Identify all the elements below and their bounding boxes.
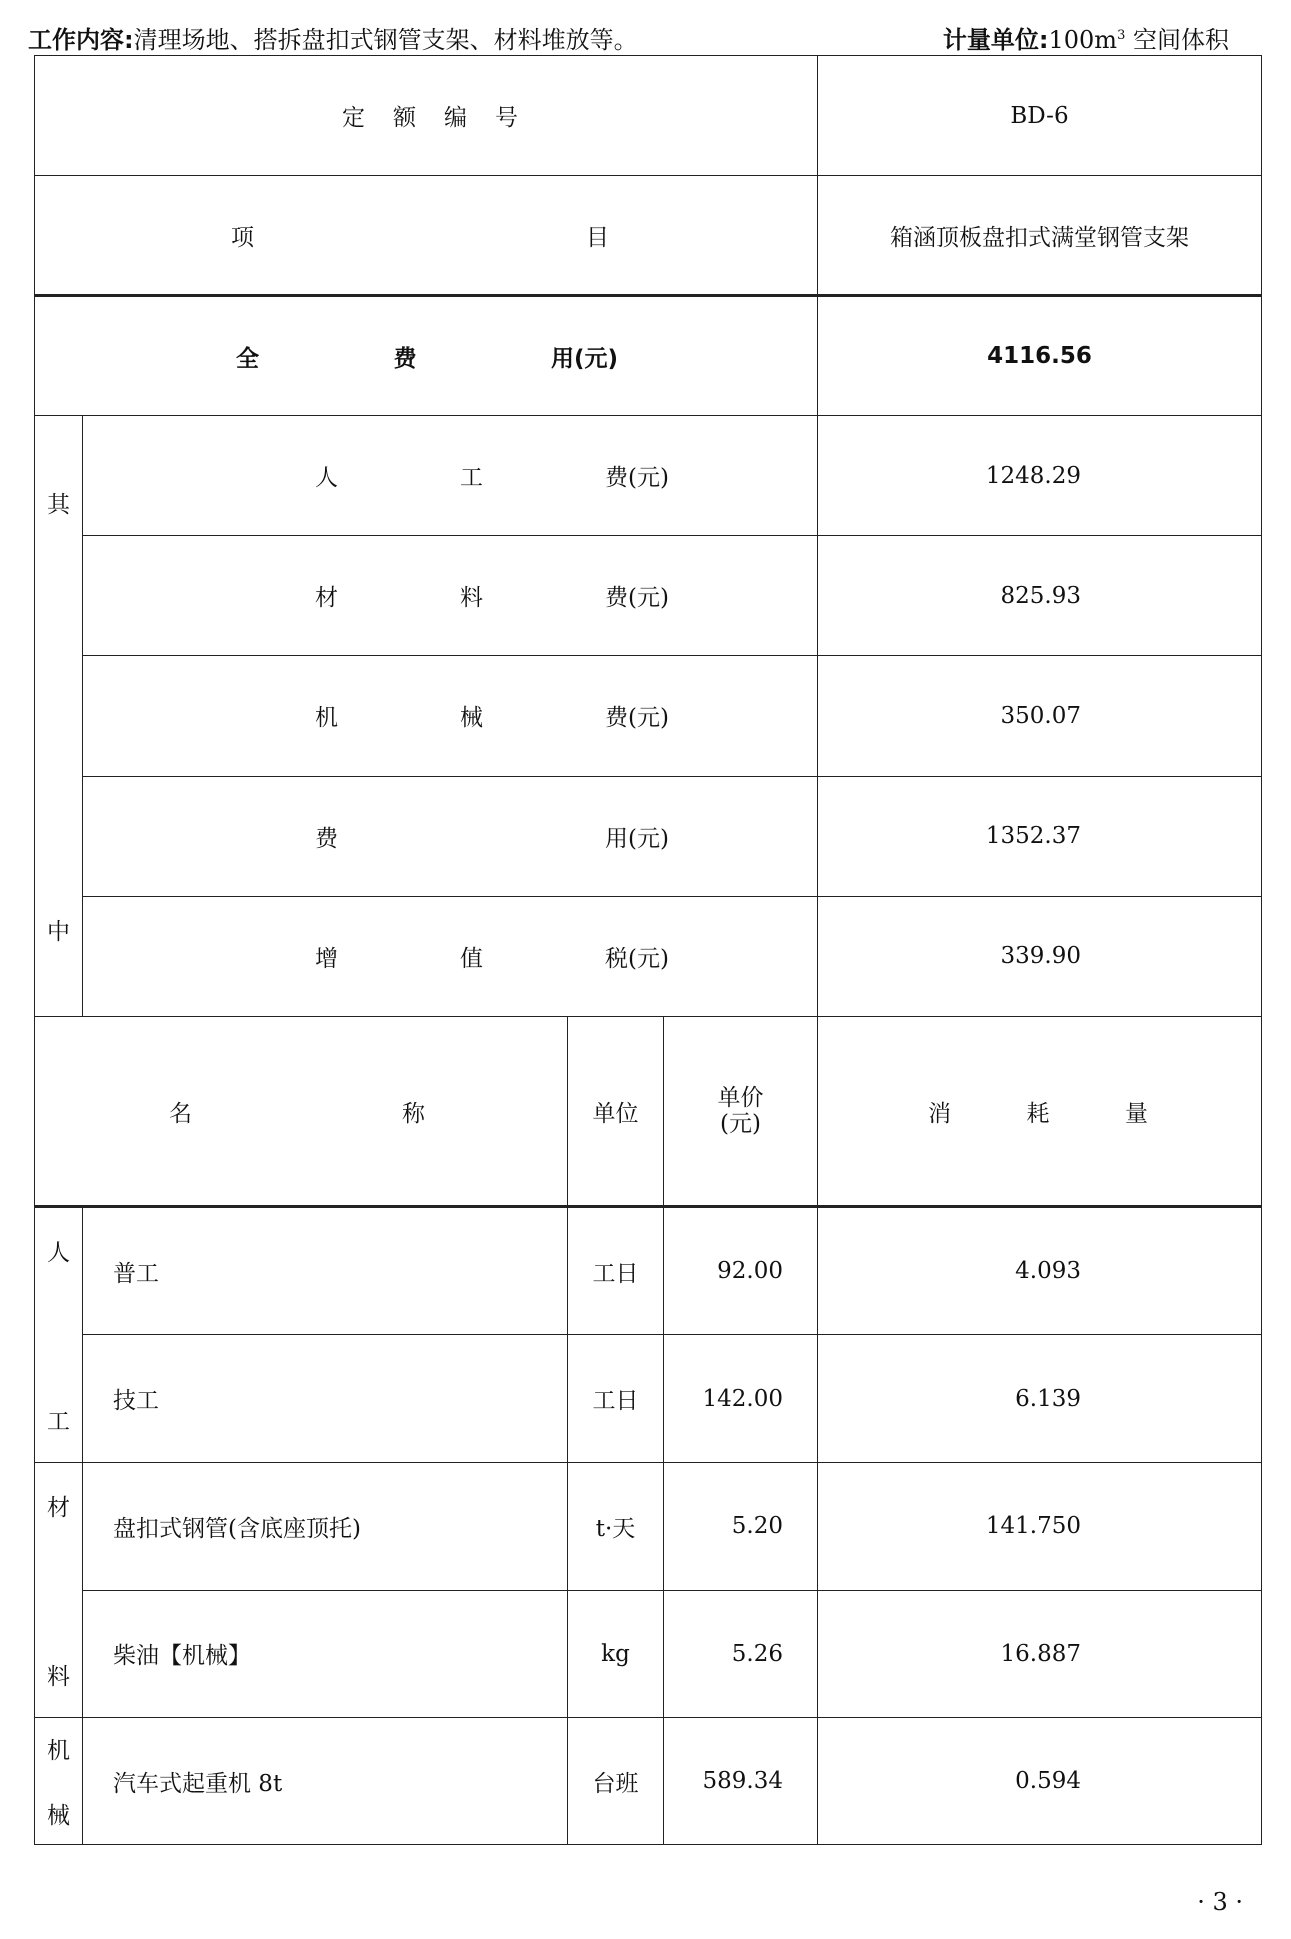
label-char: 费(元) — [605, 465, 669, 492]
page-header — [28, 22, 1263, 58]
label-char: 消 — [928, 1100, 951, 1127]
label-char: 费 — [315, 825, 338, 852]
label-char: 械 — [460, 705, 484, 732]
sub-item-row — [35, 776, 1262, 896]
side-label-top: 其 — [47, 492, 70, 518]
group-label-labor — [35, 1207, 83, 1463]
price-header-bottom: (元) — [720, 1111, 761, 1137]
group-label-top: 机 — [47, 1738, 70, 1764]
measurement-unit — [943, 22, 1229, 58]
resource-price: 92.00 — [664, 1207, 818, 1335]
label-char: 编 — [444, 105, 467, 131]
resource-unit: 台班 — [568, 1718, 664, 1845]
resource-price: 5.26 — [664, 1590, 818, 1718]
label-char: 耗 — [1026, 1100, 1050, 1127]
resource-qty: 16.887 — [818, 1590, 1262, 1718]
resource-qty: 141.750 — [818, 1463, 1262, 1591]
label-char: 项 — [231, 224, 254, 251]
label-char: 用(元) — [550, 345, 618, 372]
label-char: 值 — [460, 945, 484, 972]
sub-item-value: 1352.37 — [818, 776, 1262, 896]
group-label-material — [35, 1463, 83, 1718]
side-label-bottom: 中 — [47, 919, 70, 945]
sub-item-row — [35, 656, 1262, 776]
table-row — [35, 1590, 1262, 1718]
sub-item-label — [83, 536, 818, 656]
sub-item-row — [35, 896, 1262, 1016]
label-char: 料 — [460, 585, 484, 612]
table-row — [35, 1718, 1262, 1845]
sub-item-label — [83, 776, 818, 896]
item-value: 箱涵顶板盘扣式满堂钢管支架 — [818, 176, 1262, 296]
label-char: 额 — [393, 105, 416, 131]
page-number: · 3 · — [1197, 1888, 1243, 1916]
label-char: 费(元) — [605, 585, 669, 612]
quota-table — [34, 55, 1262, 1845]
resource-qty: 0.594 — [818, 1718, 1262, 1845]
total-cost-label — [35, 296, 818, 416]
unit-label: 计量单位: — [942, 26, 1049, 54]
resource-name: 技工 — [83, 1335, 568, 1463]
group-label-bottom: 械 — [47, 1803, 70, 1829]
item-row — [35, 176, 1262, 296]
table-row — [35, 1335, 1262, 1463]
sub-item-value: 350.07 — [818, 656, 1262, 776]
label-char: 人 — [315, 465, 338, 492]
sub-item-label — [83, 656, 818, 776]
label-char: 定 — [342, 105, 365, 131]
quota-code-label — [35, 56, 818, 176]
price-header-top: 单价 — [717, 1085, 764, 1111]
work-content-text: 清理场地、搭拆盘扣式钢管支架、材料堆放等。 — [133, 26, 638, 54]
work-content-label: 工作内容: — [28, 26, 134, 54]
group-label-top: 材 — [47, 1495, 70, 1521]
total-cost-row — [35, 296, 1262, 416]
resource-price: 5.20 — [664, 1463, 818, 1591]
label-char: 目 — [586, 224, 609, 251]
item-label — [35, 176, 818, 296]
side-label-qizhong — [35, 416, 83, 1017]
group-label-machinery — [35, 1718, 83, 1845]
label-char: 工 — [460, 465, 484, 492]
sub-item-value: 339.90 — [818, 896, 1262, 1016]
label-char: 材 — [315, 585, 338, 612]
sub-item-value: 825.93 — [818, 536, 1262, 656]
label-char: 名 — [169, 1100, 192, 1127]
label-char: 量 — [1125, 1100, 1148, 1127]
quota-code-value: BD-6 — [818, 56, 1262, 176]
resource-unit: t·天 — [568, 1463, 664, 1591]
sub-item-label — [83, 896, 818, 1016]
sub-item-row — [35, 416, 1262, 536]
group-label-top: 人 — [47, 1240, 70, 1266]
label-char: 号 — [495, 105, 518, 131]
table-row — [35, 1207, 1262, 1335]
unit-superscript: 3 — [1117, 28, 1126, 43]
label-char: 费(元) — [605, 705, 669, 732]
quota-code-row — [35, 56, 1262, 176]
resource-qty: 4.093 — [818, 1207, 1262, 1335]
consumption-header — [818, 1017, 1262, 1207]
resource-name: 汽车式起重机 8t — [83, 1718, 568, 1845]
label-char: 增 — [315, 945, 338, 972]
unit-header: 单位 — [568, 1017, 664, 1207]
label-char: 机 — [315, 705, 338, 732]
resource-name: 普工 — [83, 1207, 568, 1335]
resource-name: 盘扣式钢管(含底座顶托) — [83, 1463, 568, 1591]
resource-unit: kg — [568, 1590, 664, 1718]
total-cost-value: 4116.56 — [818, 296, 1262, 416]
sub-item-label — [83, 416, 818, 536]
price-header — [664, 1017, 818, 1207]
group-label-bottom: 料 — [47, 1664, 70, 1690]
label-char: 税(元) — [605, 945, 669, 972]
unit-suffix: 空间体积 — [1125, 26, 1229, 54]
label-char: 全 — [236, 345, 259, 372]
sub-item-row — [35, 536, 1262, 656]
table-row — [35, 1463, 1262, 1591]
label-char: 用(元) — [605, 825, 669, 852]
detail-header-row — [35, 1017, 1262, 1207]
resource-price: 589.34 — [664, 1718, 818, 1845]
name-header — [35, 1017, 568, 1207]
resource-qty: 6.139 — [818, 1335, 1262, 1463]
work-content — [28, 22, 638, 58]
label-char: 称 — [402, 1100, 425, 1127]
resource-unit: 工日 — [568, 1207, 664, 1335]
sub-item-value: 1248.29 — [818, 416, 1262, 536]
group-label-bottom: 工 — [47, 1409, 70, 1435]
resource-unit: 工日 — [568, 1335, 664, 1463]
unit-value: 100m — [1048, 26, 1118, 54]
resource-price: 142.00 — [664, 1335, 818, 1463]
label-char: 费 — [393, 345, 417, 372]
resource-name: 柴油【机械】 — [83, 1590, 568, 1718]
